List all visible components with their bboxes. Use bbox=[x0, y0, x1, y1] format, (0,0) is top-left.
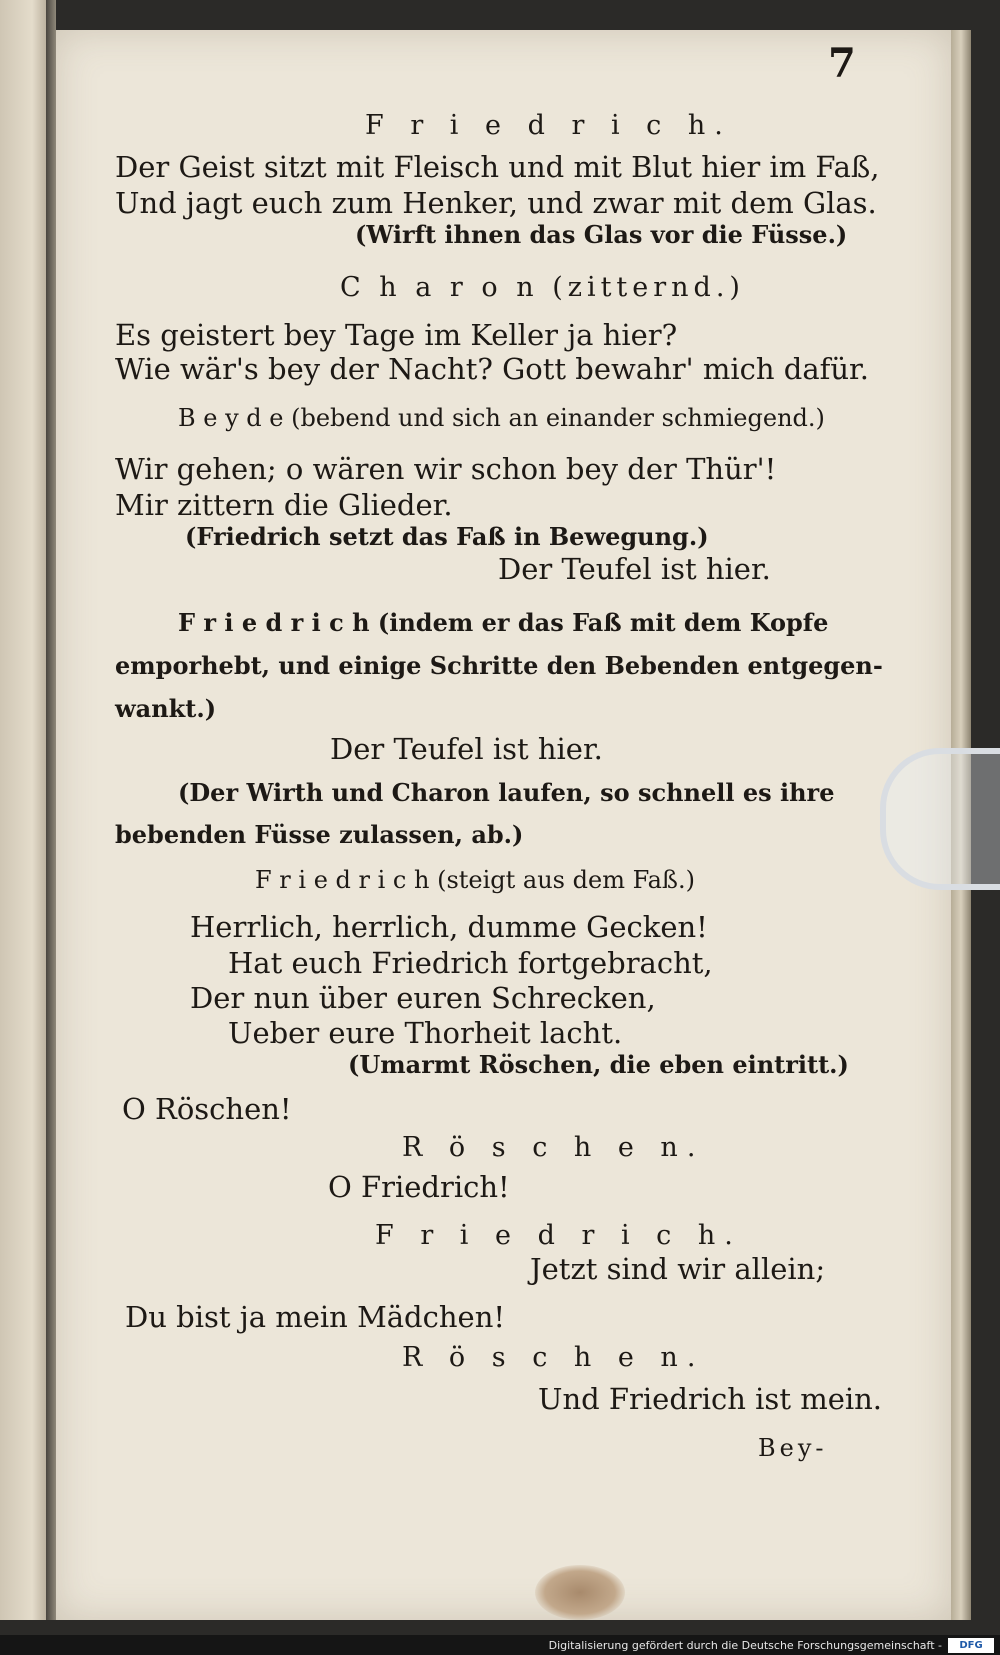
stage-direction: (Umarmt Röschen, die eben eintritt.) bbox=[348, 1050, 849, 1079]
verse-line: Der Teufel ist hier. bbox=[330, 732, 603, 766]
speaker-heading: B e y d e (bebend und sich an einander schmiegend.) bbox=[178, 404, 825, 432]
page-number: 7 bbox=[828, 40, 856, 87]
dfg-logo: DFG bbox=[948, 1638, 994, 1653]
verse-line: O Friedrich! bbox=[328, 1170, 510, 1204]
verse-line: Und jagt euch zum Henker, und zwar mit dem Glas. bbox=[115, 186, 877, 220]
speaker-heading: R ö s c h e n. bbox=[402, 1342, 705, 1373]
stage-direction: (Der Wirth und Charon laufen, so schnell es ihre bbox=[178, 778, 835, 807]
stage-direction: (Friedrich setzt das Faß in Bewegung.) bbox=[185, 522, 709, 551]
stage-direction: wankt.) bbox=[115, 694, 217, 723]
verse-line: O Röschen! bbox=[122, 1092, 292, 1126]
speaker-heading: C h a r o n (zitternd.) bbox=[340, 272, 745, 303]
verse-line: Es geistert bey Tage im Keller ja hier? bbox=[115, 318, 678, 352]
verse-line: Herrlich, herrlich, dumme Gecken! bbox=[190, 910, 708, 944]
verse-line: Jetzt sind wir allein; bbox=[530, 1252, 826, 1286]
speaker-heading: F r i e d r i c h. bbox=[375, 1220, 742, 1251]
verse-line: Der nun über euren Schrecken, bbox=[190, 981, 656, 1015]
stage-direction: (Wirft ihnen das Glas vor die Füsse.) bbox=[355, 220, 848, 249]
left-page-edge bbox=[0, 0, 48, 1620]
footer-credit: Digitalisierung gefördert durch die Deutsche Forschungsgemeinschaft - bbox=[548, 1639, 942, 1652]
verse-line: Mir zittern die Glieder. bbox=[115, 488, 453, 522]
verse-line: Hat euch Friedrich fortgebracht, bbox=[228, 946, 713, 980]
verse-line: Du bist ja mein Mädchen! bbox=[125, 1300, 506, 1334]
speaker-heading: R ö s c h e n. bbox=[402, 1132, 705, 1163]
verse-line: Der Teufel ist hier. bbox=[498, 552, 771, 586]
speaker-heading: F r i e d r i c h (indem er das Faß mit dem Kopfe bbox=[178, 608, 829, 637]
speaker-heading: F r i e d r i c h (steigt aus dem Faß.) bbox=[255, 866, 695, 894]
catchword: Bey- bbox=[758, 1434, 828, 1462]
page-clip bbox=[880, 748, 1000, 890]
verse-line: Der Geist sitzt mit Fleisch und mit Blut hier im Faß, bbox=[115, 150, 880, 184]
speaker-heading: F r i e d r i c h. bbox=[365, 110, 732, 141]
paper-stain bbox=[535, 1565, 625, 1620]
book-gutter bbox=[46, 0, 56, 1620]
stage-direction: bebenden Füsse zulassen, ab.) bbox=[115, 820, 524, 849]
stage-direction: emporhebt, und einige Schritte den Bebenden entgegen- bbox=[115, 651, 883, 680]
verse-line: Wie wär's bey der Nacht? Gott bewahr' mich dafür. bbox=[115, 352, 869, 386]
verse-line: Und Friedrich ist mein. bbox=[538, 1382, 883, 1416]
verse-line: Wir gehen; o wären wir schon bey der Thür'! bbox=[115, 452, 777, 486]
verse-line: Ueber eure Thorheit lacht. bbox=[228, 1016, 623, 1050]
